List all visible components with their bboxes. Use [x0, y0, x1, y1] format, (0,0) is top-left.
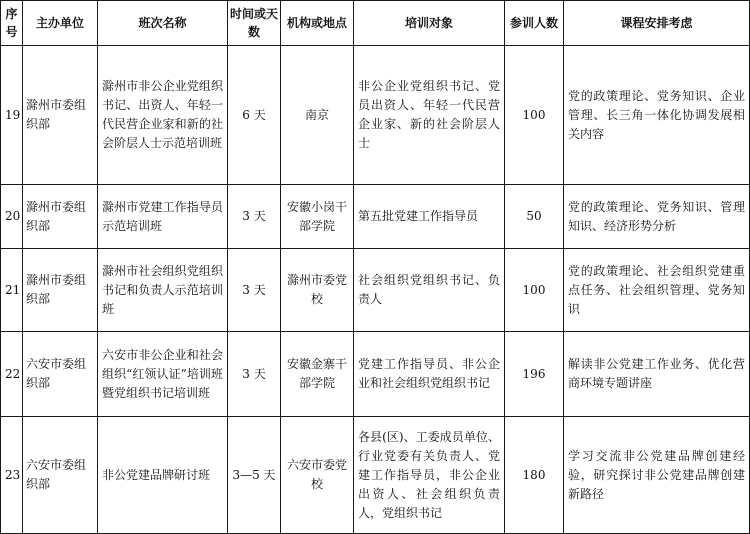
cell-count: 196	[505, 332, 564, 417]
cell-seq: 20	[1, 185, 23, 249]
cell-org: 滁州市委组织部	[23, 249, 98, 332]
cell-location: 安徽金寨干部学院	[281, 332, 354, 417]
table-row	[1, 332, 750, 417]
cell-location: 安徽小岗干部学院	[281, 185, 354, 249]
cell-seq: 23	[1, 417, 23, 534]
cell-name: 滁州市社会组织党组织书记和负责人示范培训班	[98, 249, 228, 332]
cell-seq: 22	[1, 332, 23, 417]
cell-courses: 解读非公党建工作业务、优化营商环境专题讲座	[564, 332, 750, 417]
cell-count: 50	[505, 185, 564, 249]
cell-location: 南京	[281, 46, 354, 185]
cell-org: 六安市委组织部	[23, 332, 98, 417]
cell-org: 六安市委组织部	[23, 417, 98, 534]
cell-duration: 3 天	[228, 332, 281, 417]
header-audience: 培训对象	[354, 1, 505, 46]
cell-org: 滁州市委组织部	[23, 46, 98, 185]
table-header	[1, 1, 750, 46]
cell-count: 100	[505, 249, 564, 332]
cell-count: 100	[505, 46, 564, 185]
cell-duration: 3—5 天	[228, 417, 281, 534]
table-body	[1, 46, 750, 534]
header-location: 机构或地点	[281, 1, 354, 46]
cell-audience: 社会组织党组织书记、负责人	[354, 249, 505, 332]
cell-courses: 党的政策理论、社会组织党建重点任务、社会组织管理、党务知识	[564, 249, 750, 332]
cell-name: 六安市非公企业和社会组织“红领认证”培训班暨党组织书记培训班	[98, 332, 228, 417]
cell-seq: 19	[1, 46, 23, 185]
cell-name: 非公党建品牌研讨班	[98, 417, 228, 534]
cell-location: 六安市委党校	[281, 417, 354, 534]
cell-audience: 第五批党建工作指导员	[354, 185, 505, 249]
cell-duration: 6 天	[228, 46, 281, 185]
header-count: 参训人数	[505, 1, 564, 46]
cell-audience: 党建工作指导员、非公企业和社会组织党组织书记	[354, 332, 505, 417]
table-row	[1, 46, 750, 185]
table-row	[1, 185, 750, 249]
cell-courses: 学习交流非公党建品牌创建经验，研究探讨非公党建品牌创建新路径	[564, 417, 750, 534]
header-courses: 课程安排考虑	[564, 1, 750, 46]
table-row	[1, 249, 750, 332]
table-row	[1, 417, 750, 534]
cell-name: 滁州市党建工作指导员示范培训班	[98, 185, 228, 249]
header-seq: 序号	[1, 1, 23, 46]
cell-count: 180	[505, 417, 564, 534]
cell-seq: 21	[1, 249, 23, 332]
cell-duration: 3 天	[228, 185, 281, 249]
cell-courses: 党的政策理论、党务知识、管理知识、经济形势分析	[564, 185, 750, 249]
cell-location: 滁州市委党校	[281, 249, 354, 332]
cell-duration: 3 天	[228, 249, 281, 332]
cell-audience: 各县(区)、工委成员单位、行业党委有关负责人、党建工作指导员，非公企业出资人、社会组织负责人，党组织书记	[354, 417, 505, 534]
header-duration: 时间或天数	[228, 1, 281, 46]
cell-name: 滁州市非公企业党组织书记、出资人、年轻一代民营企业家和新的社会阶层人士示范培训班	[98, 46, 228, 185]
header-org: 主办单位	[23, 1, 98, 46]
header-name: 班次名称	[98, 1, 228, 46]
cell-org: 滁州市委组织部	[23, 185, 98, 249]
cell-audience: 非公企业党组织书记、党员出资人、年轻一代民营企业家、新的社会阶层人士	[354, 46, 505, 185]
cell-courses: 党的政策理论、党务知识、企业管理、长三角一体化协调发展相关内容	[564, 46, 750, 185]
